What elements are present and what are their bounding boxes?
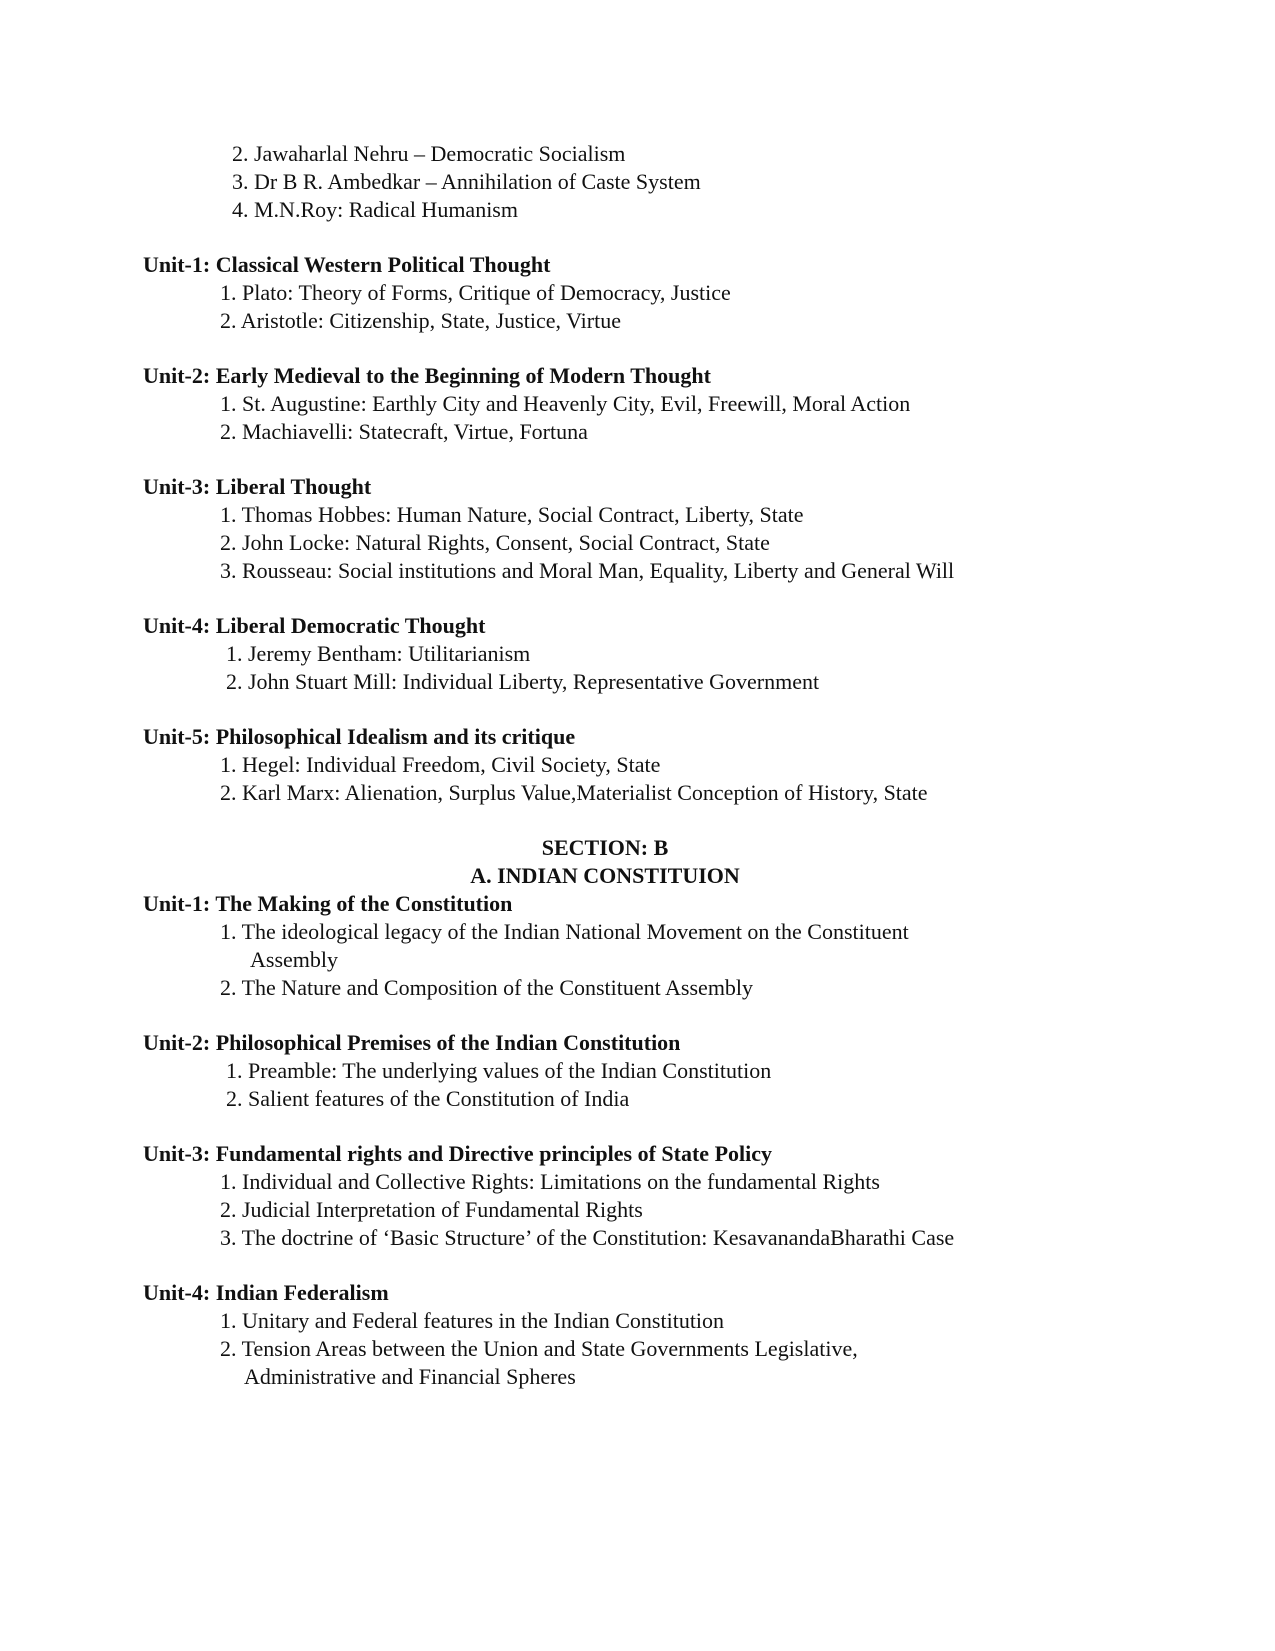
section-title: SECTION: B [541,835,669,860]
unit-item: 1. Jeremy Bentham: Utilitarianism [226,641,531,666]
unit-item: 1. The ideological legacy of the Indian National Movement on the Constituent [220,919,909,944]
unit-item: 2. Tension Areas between the Union and State Governments Legislative, [220,1336,858,1361]
unit-item: 1. Individual and Collective Rights: Limitations on the fundamental Rights [220,1169,880,1194]
unit-item: 2. Salient features of the Constitution of India [226,1086,630,1111]
unit-heading: Unit-2: Early Medieval to the Beginning of Modern Thought [143,363,711,388]
unit-item-continuation: Assembly [250,947,338,972]
unit-item: 2. Machiavelli: Statecraft, Virtue, Fortuna [220,419,588,444]
unit-item: 1. Thomas Hobbes: Human Nature, Social Contract, Liberty, State [220,502,804,527]
intro-item: 4. M.N.Roy: Radical Humanism [232,197,518,222]
unit-item: 1. Hegel: Individual Freedom, Civil Society, State [220,752,661,777]
unit-item: 3. The doctrine of ‘Basic Structure’ of the Constitution: KesavanandaBharathi Case [220,1225,955,1250]
unit-item: 2. John Stuart Mill: Individual Liberty, Representative Government [226,669,820,694]
unit-heading: Unit-4: Indian Federalism [143,1280,389,1305]
unit-heading: Unit-2: Philosophical Premises of the Indian Constitution [143,1030,681,1055]
unit-item: 2. Karl Marx: Alienation, Surplus Value,Materialist Conception of History, State [220,780,928,805]
unit-heading: Unit-3: Liberal Thought [143,474,372,499]
unit-heading: Unit-1: Classical Western Political Thought [143,252,551,277]
section-subtitle: A. INDIAN CONSTITUION [470,863,740,888]
unit-heading: Unit-5: Philosophical Idealism and its critique [143,724,576,749]
unit-block [0,890,1275,1002]
unit-heading: Unit-4: Liberal Democratic Thought [143,613,486,638]
intro-item: 3. Dr B R. Ambedkar – Annihilation of Caste System [232,169,701,194]
unit-block [0,1029,1275,1113]
unit-item: 1. Preamble: The underlying values of the Indian Constitution [226,1058,772,1083]
unit-block [0,1279,1275,1391]
unit-item: 2. Judicial Interpretation of Fundamental Rights [220,1197,643,1222]
unit-item: 1. Unitary and Federal features in the Indian Constitution [220,1308,725,1333]
unit-item: 1. Plato: Theory of Forms, Critique of Democracy, Justice [220,280,731,305]
unit-item-continuation: Administrative and Financial Spheres [244,1364,576,1389]
unit-item: 2. Aristotle: Citizenship, State, Justice, Virtue [220,308,621,333]
unit-item: 3. Rousseau: Social institutions and Moral Man, Equality, Liberty and General Will [220,558,955,583]
document-page [0,140,1275,1391]
intro-list [0,140,1275,224]
unit-block [0,362,1275,446]
unit-block [0,251,1275,335]
intro-item: 2. Jawaharlal Nehru – Democratic Socialism [232,141,626,166]
unit-heading: Unit-1: The Making of the Constitution [143,891,513,916]
unit-item: 2. The Nature and Composition of the Constituent Assembly [220,975,754,1000]
section-heading [0,834,1210,890]
unit-block [0,1140,1275,1252]
unit-block [0,612,1275,696]
unit-item: 2. John Locke: Natural Rights, Consent, Social Contract, State [220,530,770,555]
unit-block [0,473,1275,585]
unit-heading: Unit-3: Fundamental rights and Directive principles of State Policy [143,1141,772,1166]
unit-item: 1. St. Augustine: Earthly City and Heavenly City, Evil, Freewill, Moral Action [220,391,911,416]
unit-block [0,723,1275,807]
